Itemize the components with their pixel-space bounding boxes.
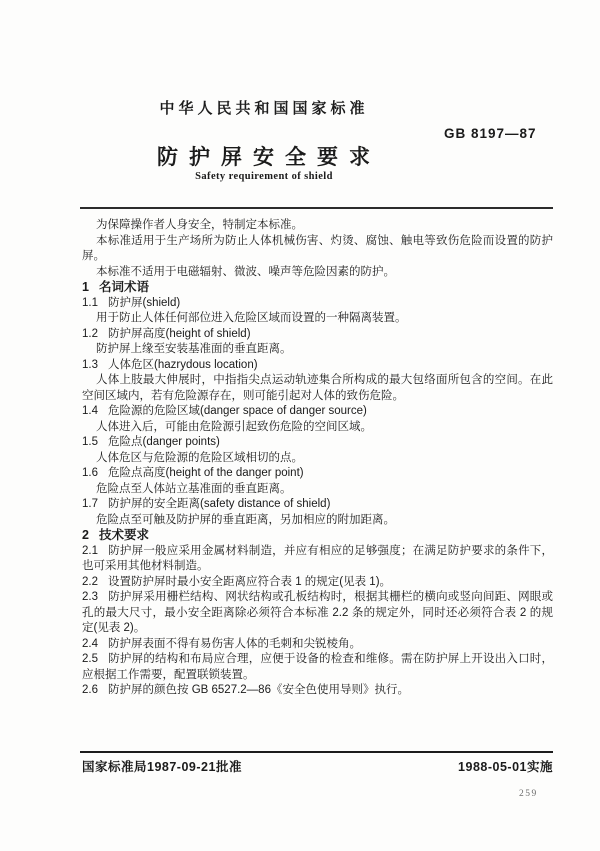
clause-number: 1.6 <box>82 467 98 479</box>
term-definition: 人体进入后，可能由危险源引起致伤危险的空间区域。 <box>96 420 372 433</box>
term-label: 防护屏(shield) <box>108 296 181 309</box>
clause-number: 1.3 <box>82 358 98 371</box>
clause <box>82 544 553 575</box>
clause-number: 1.5 <box>82 436 98 448</box>
footer-divider <box>80 751 553 753</box>
term-definition: 危险点至人体站立基准面的垂直距离。 <box>96 482 292 495</box>
term-definition: 人体危区与危险源的危险区域相切的点。 <box>96 451 303 464</box>
clause <box>82 683 553 699</box>
term-definition: 用于防止人体任何部位进入危险区域而设置的一种隔离装置。 <box>96 312 407 324</box>
clause-number: 1.2 <box>82 327 98 340</box>
clause-number: 2.3 <box>82 591 98 603</box>
section-heading-terms <box>82 280 553 296</box>
page-number: 259 <box>519 789 538 799</box>
document-body <box>82 218 553 699</box>
clause-number: 1.7 <box>82 498 98 510</box>
section-title: 技术要求 <box>98 528 149 542</box>
term-line <box>82 435 553 451</box>
page-title: 防护屏安全要求 <box>157 146 381 169</box>
standard-code: GB 8197—87 <box>444 126 537 141</box>
section-number: 1 <box>82 280 89 294</box>
clause-number: 1.1 <box>82 296 98 309</box>
term-label: 危险点(danger points) <box>108 436 220 448</box>
clause-number: 2.1 <box>82 544 98 557</box>
clause-number: 2.6 <box>82 684 98 696</box>
section-title: 名词术语 <box>98 280 149 294</box>
section-number: 2 <box>82 528 89 542</box>
term-definition: 防护屏上缘至安装基准面的垂直距离。 <box>96 343 292 355</box>
header-divider <box>80 207 553 209</box>
term-line <box>82 497 553 513</box>
clause <box>82 575 553 591</box>
intro-paragraph: 本标准适用于生产场所为防止人体机械伤害、灼烫、腐蚀、触电等致伤危险而设置的防护屏。 <box>82 234 553 262</box>
clause-text: 防护屏的颜色按 GB 6527.2—86《安全色使用导则》执行。 <box>108 684 409 696</box>
term-label: 危险源的危险区域(danger space of danger source) <box>108 405 367 417</box>
term-definition: 危险点至可触及防护屏的垂直距离，另加相应的附加距离。 <box>96 513 395 526</box>
term-definition: 人体上肢最大伸展时，中指指尖点运动轨迹集合所构成的最大包络面所包含的空间。在此空间区域内，若有危险源存在，则可能引起对人体的致伤危险。 <box>82 374 553 402</box>
footer <box>82 757 553 775</box>
term-line <box>82 358 553 374</box>
term-line <box>82 404 553 420</box>
clause-number: 2.4 <box>82 637 98 650</box>
clause-text: 防护屏一般应采用金属材料制造，并应有相应的足够强度；在满足防护要求的条件下，也可采用其他材料制造。 <box>82 544 553 572</box>
clause <box>82 652 553 683</box>
clause <box>82 590 553 637</box>
clause-number: 1.4 <box>82 405 98 417</box>
term-label: 防护屏的安全距离(safety distance of shield) <box>108 498 331 510</box>
section-heading-requirements <box>82 528 553 544</box>
term-line <box>82 327 553 343</box>
intro-paragraph: 为保障操作者人身安全，特制定本标准。 <box>96 219 303 231</box>
term-label: 危险点高度(height of the danger point) <box>108 467 304 479</box>
term-line <box>82 466 553 482</box>
clause-number: 2.2 <box>82 575 98 588</box>
approval-note: 国家标准局1987-09-21批准 <box>82 760 242 774</box>
clause-text: 防护屏表面不得有易伤害人体的毛刺和尖锐棱角。 <box>108 637 361 650</box>
page-title-english: Safety requirement of shield <box>195 171 333 182</box>
clause-text: 设置防护屏时最小安全距离应符合表 1 的规定(见表 1)。 <box>108 575 392 588</box>
clause <box>82 637 553 653</box>
term-label: 防护屏高度(height of shield) <box>108 327 251 340</box>
intro-paragraph: 本标准不适用于电磁辐射、微波、噪声等危险因素的防护。 <box>96 265 395 278</box>
term-line <box>82 296 553 312</box>
clause-number: 2.5 <box>82 653 98 665</box>
clause-text: 防护屏的结构和布局应合理，应便于设备的检查和维修。需在防护屏上开设出入口时，应根据工作需要，配置联锁装置。 <box>82 653 553 681</box>
standard-title: 中华人民共和国国家标准 <box>159 100 369 117</box>
term-label: 人体危区(hazrydous location) <box>108 358 258 371</box>
clause-text: 防护屏采用栅栏结构、网状结构或孔板结构时，根据其栅栏的横向或竖向间距、网眼或孔的最大尺寸，最小安全距离除必须符合本标准 2.2 条的规定外，同时还必须符合表 2 的规定(见表 2)。 <box>82 591 553 634</box>
implementation-note: 1988-05-01实施 <box>458 760 553 774</box>
